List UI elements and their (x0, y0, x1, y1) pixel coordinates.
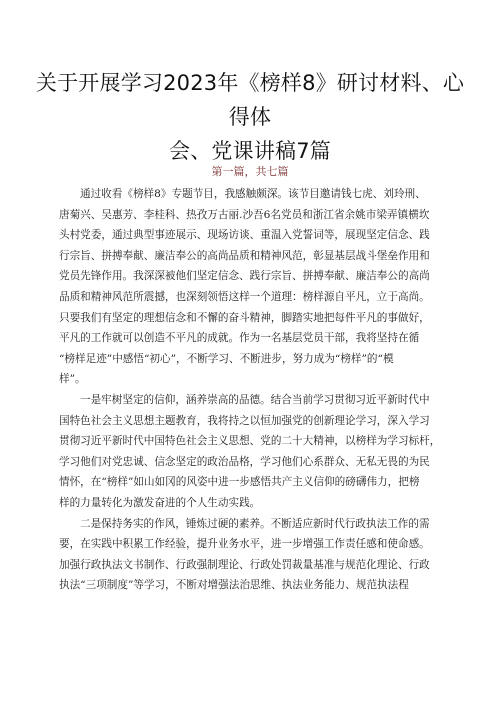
paragraph-line: 二是保持务实的作风，锤炼过硬的素养。不断适应新时代行政执法工作的需 (80, 517, 430, 530)
paragraph-line: 党员先锋作用。我深深被他们坚定信念、践行宗旨、拼搏奉献、廉洁奉公的高尚 (59, 270, 430, 283)
paragraph-line: 通过收看《榜样8》专题节目，我感触颇深。该节目邀请钱七虎、刘玲刑、 (80, 188, 426, 200)
paragraph-line: 唐菊兴、吴惠芳、李桂科、热孜万古丽.沙吾6名党员和浙江省余姚市梁弄镇横坎 (59, 208, 430, 221)
paragraph-line: 样的力量转化为激发奋进的个人生动实践。 (59, 496, 261, 509)
paragraph-line: 平凡的工作就可以创造不平凡的成就。作为一名基层党员干部，我将坚持在循 (59, 332, 420, 345)
paragraph-line: 国特色社会主义思想主题教育，我将持之以恒加强党的创新理论学习，深入学习 (59, 414, 430, 427)
paragraph-line: 头村党委，通过典型事迹展示、现场访谈、重温入党誓词等，展现坚定信念、践 (59, 229, 430, 242)
paragraph-line: 要，在实践中积累工作经验，提升业务水平，进一步增强工作责任感和使命感。 (59, 538, 430, 551)
document-title (30, 66, 470, 168)
paragraph-line: 执法“三项制度”等学习，不断对增强法治思维、执法业务能力、规范执法程 (59, 579, 409, 592)
paragraph-line: 只要我们有坚定的理想信念和不懈的奋斗精神，脚踏实地把每件平凡的事做好， (59, 311, 430, 324)
paragraph-line: 加强行政执法文书制作、行政强制理论、行政处罚裁量基准与规范化理论、行政 (59, 558, 430, 571)
paragraph-line: 行宗旨、拼搏奉献、廉洁奉公的高尚品质和精神风范，彰显基层战斗堡垒作用和 (59, 249, 430, 262)
title-line-2: 会、党课讲稿7篇 (169, 139, 331, 163)
paragraph-line: 贯彻习近平新时代中国特色社会主义思想、党的二十大精神，以榜样为学习标杆， (59, 435, 441, 448)
paragraph-line: 品质和精神风范所震撼，也深刻领悟这样一个道理：榜样源自平凡，立于高尚。 (59, 290, 430, 303)
paragraph-line: 情怀，在“榜样”如山如冈的风姿中进一步感悟共产主义信仰的磅礴伟力，把榜 (59, 476, 420, 489)
paragraph-line: 一是牢树坚定的信仰，涵养崇高的品德。结合当前学习贯彻习近平新时代中 (80, 393, 430, 406)
paragraph-line: 样”。 (59, 373, 86, 386)
document-body (59, 184, 449, 596)
title-line-1: 关于开展学习2023年《榜样8》研讨材料、心得体 (35, 71, 465, 129)
paragraph-line: 学习他们对党忠诚、信念坚定的政治品格，学习他们心系群众、无私无畏的为民 (59, 455, 430, 468)
section-heading: 第一篇，共七篇 (211, 165, 289, 178)
paragraph-line: “榜样足迹”中感悟“初心”，不断学习、不断进步，努力成为“榜样”的“模 (59, 352, 394, 365)
